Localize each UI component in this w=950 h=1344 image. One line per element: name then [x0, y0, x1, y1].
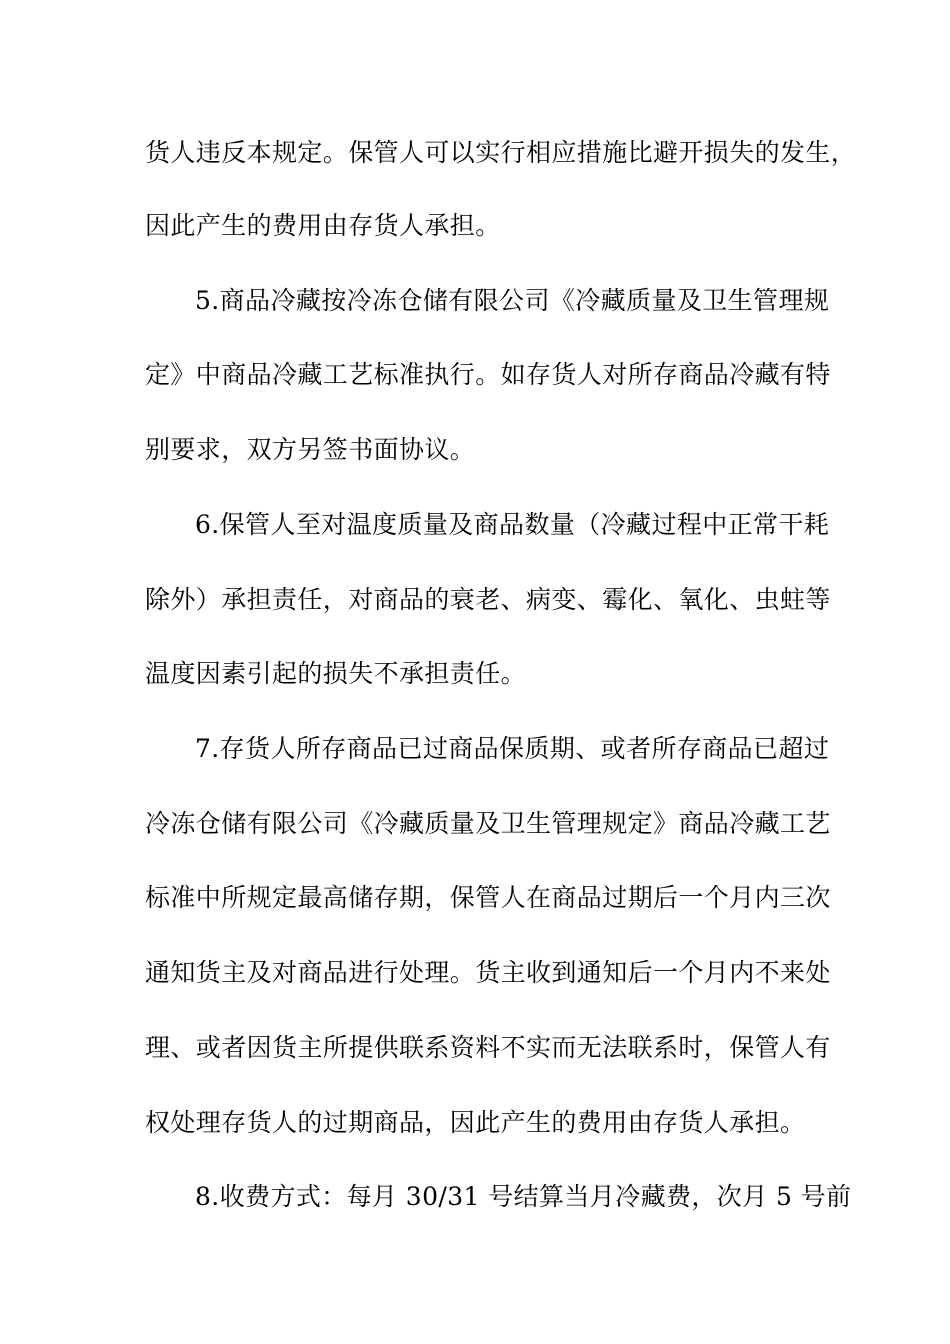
clause-7-line: 通知货主及对商品进行处理。货主收到通知后一个月内不来处 — [145, 958, 831, 987]
paragraph-line: 货人违反本规定。保管人可以实行相应措施比避开损失的发生， — [145, 138, 857, 167]
clause-7-line: 理、或者因货主所提供联系资料不实而无法联系时，保管人有 — [145, 1033, 831, 1062]
clause-7-line: 冷冻仓储有限公司《冷藏质量及卫生管理规定》商品冷藏工艺 — [145, 809, 831, 838]
clause-5-line: 别要求，双方另签书面协议。 — [145, 435, 476, 464]
clause-5-line: 定》中商品冷藏工艺标准执行。如存货人对所存商品冷藏有特 — [145, 360, 831, 389]
paragraph-line: 因此产生的费用由存货人承担。 — [145, 211, 501, 240]
clause-7-line: 标准中所规定最高储存期，保管人在商品过期后一个月内三次 — [145, 883, 831, 912]
clause-6-line: 6.保管人至对温度质量及商品数量（冷藏过程中正常干耗 — [195, 510, 830, 539]
clause-7-line: 7.存货人所存商品已过商品保质期、或者所存商品已超过 — [195, 734, 830, 763]
clause-5-line: 5.商品冷藏按冷冻仓储有限公司《冷藏质量及卫生管理规 — [195, 286, 830, 315]
clause-6-line: 除外）承担责任，对商品的衰老、病变、霉化、氧化、虫蛀等 — [145, 585, 831, 614]
clause-6-line: 温度因素引起的损失不承担责任。 — [145, 659, 527, 688]
clause-8-line: 8.收费方式：每月 30/31 号结算当月冷藏费，次月 5 号前 — [195, 1182, 852, 1211]
clause-7-line: 权处理存货人的过期商品，因此产生的费用由存货人承担。 — [145, 1108, 806, 1137]
